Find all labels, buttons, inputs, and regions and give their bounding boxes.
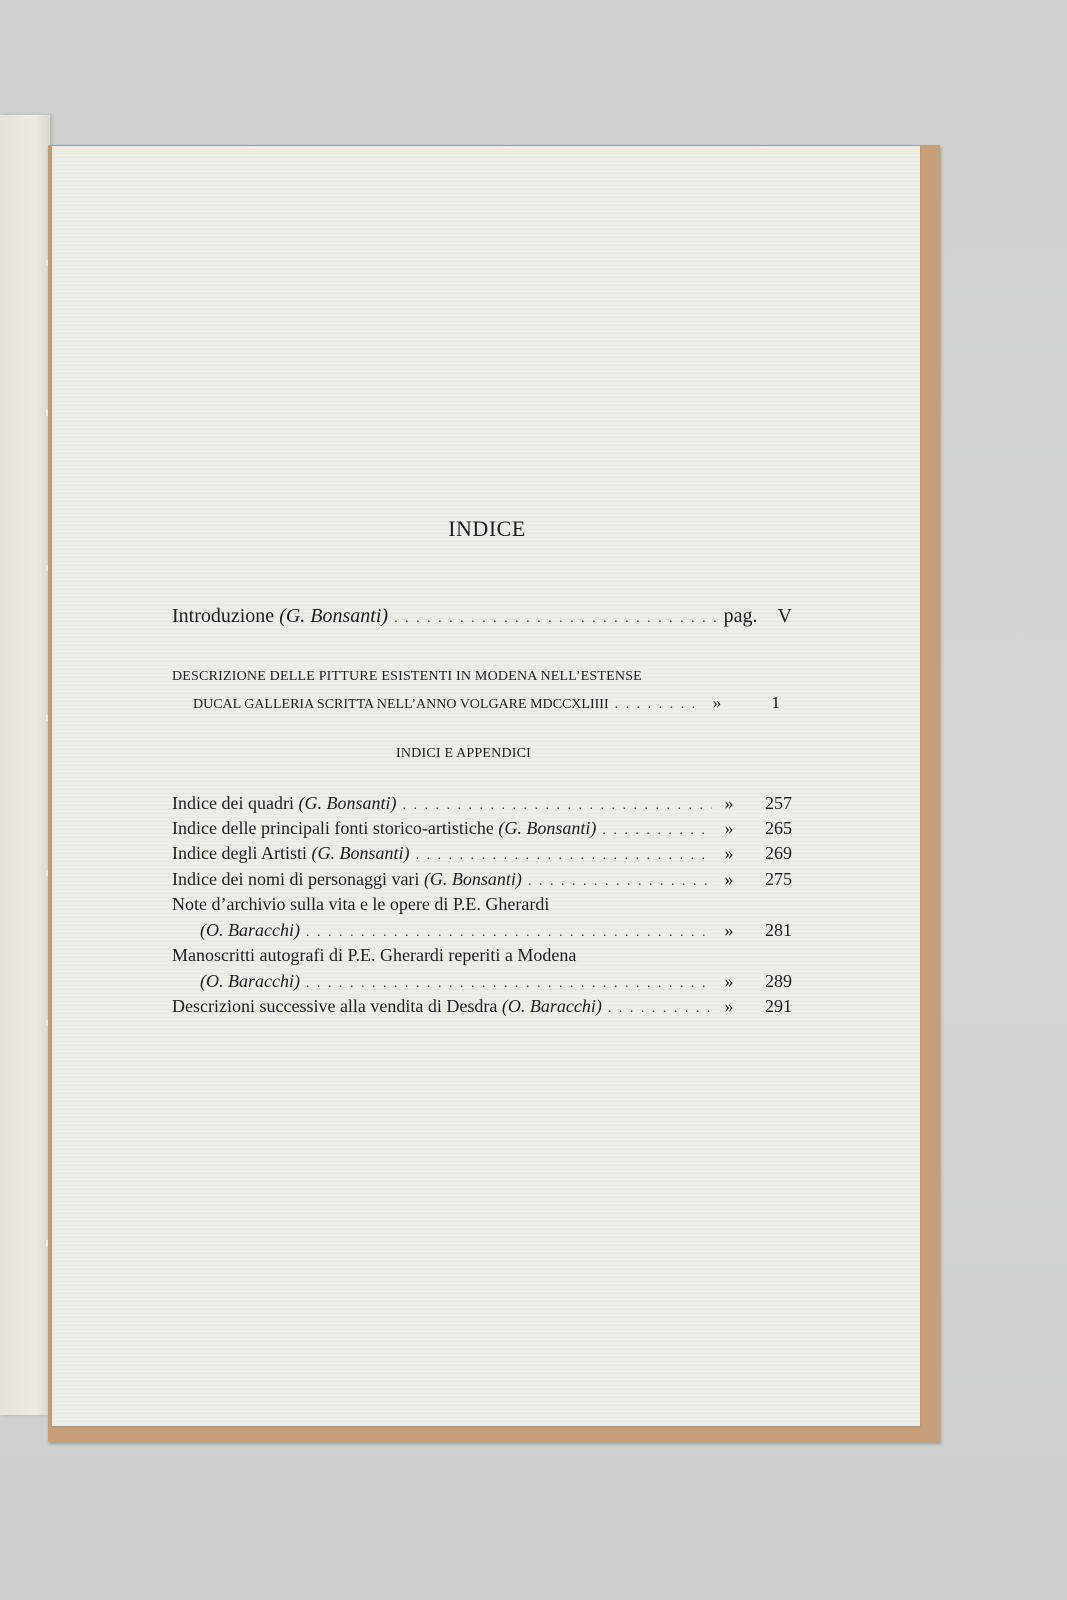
dot-leader bbox=[306, 925, 712, 941]
entry-page: 289 bbox=[765, 971, 792, 991]
entry-author: (G. Bonsanti) bbox=[311, 843, 410, 863]
entry-author: (O. Baracchi) bbox=[501, 996, 602, 1016]
left-page-edge bbox=[0, 115, 50, 1415]
ditto-symbol: » bbox=[724, 996, 734, 1016]
dot-leader bbox=[394, 611, 718, 627]
toc-entry[interactable] bbox=[172, 996, 792, 1017]
entry-page: 265 bbox=[765, 818, 792, 838]
toc-entry[interactable] bbox=[200, 920, 792, 941]
dot-leader bbox=[608, 1001, 712, 1017]
entry-label: Indice delle principali fonti storico-artistiche bbox=[172, 818, 494, 838]
page-title: INDICE bbox=[448, 516, 526, 541]
toc-entry-descrizione[interactable] bbox=[193, 693, 780, 713]
entry-author: (G. Bonsanti) bbox=[298, 793, 397, 813]
dot-leader bbox=[306, 976, 712, 992]
entry-page: 275 bbox=[765, 869, 792, 889]
page-prefix: pag. bbox=[723, 605, 758, 627]
entry-author: (G. Bonsanti) bbox=[498, 818, 597, 838]
ditto-symbol: » bbox=[724, 843, 734, 863]
book-page bbox=[52, 146, 920, 1426]
ditto-symbol: » bbox=[724, 971, 734, 991]
ditto-symbol: » bbox=[724, 793, 734, 813]
section-heading: INDICI E APPENDICI bbox=[396, 746, 532, 761]
dot-leader bbox=[528, 874, 712, 890]
toc-entry[interactable] bbox=[172, 818, 792, 839]
entry-author: (O. Baracchi) bbox=[200, 920, 300, 940]
dot-leader bbox=[402, 798, 712, 814]
entry-page: 1 bbox=[771, 693, 780, 712]
toc-entry[interactable] bbox=[172, 793, 792, 814]
entry-page: 269 bbox=[765, 843, 792, 863]
ditto-symbol: » bbox=[724, 818, 734, 838]
ditto-symbol: » bbox=[724, 869, 734, 889]
entry-author: (G. Bonsanti) bbox=[279, 605, 389, 627]
dot-leader bbox=[415, 848, 712, 864]
entry-page: 257 bbox=[765, 793, 792, 813]
toc-entry[interactable] bbox=[172, 843, 792, 864]
entry-page: 281 bbox=[765, 920, 792, 940]
descrizione-line-1: DESCRIZIONE DELLE PITTURE ESISTENTI IN MODENA NELL’ESTENSE bbox=[172, 669, 642, 684]
entry-author: (O. Baracchi) bbox=[200, 971, 300, 991]
entry-label: Indice degli Artisti bbox=[172, 843, 307, 863]
ditto-symbol: » bbox=[724, 920, 734, 940]
entry-label: Descrizioni successive alla vendita di Desdra bbox=[172, 996, 498, 1016]
entry-page: V bbox=[777, 605, 792, 627]
entry-label: Manoscritti autografi di P.E. Gherardi reperiti a Modena bbox=[172, 945, 577, 965]
toc-entry[interactable] bbox=[200, 971, 792, 992]
entry-label: Indice dei quadri bbox=[172, 793, 294, 813]
entry-label: Introduzione bbox=[172, 605, 275, 627]
entry-author: (G. Bonsanti) bbox=[423, 869, 522, 889]
descrizione-line-2: DUCAL GALLERIA SCRITTA NELL’ANNO VOLGARE MDCCXLIIII bbox=[193, 697, 609, 712]
entry-page: 291 bbox=[765, 996, 792, 1016]
ditto-symbol: » bbox=[712, 693, 722, 712]
entry-label: Note d’archivio sulla vita e le opere di P.E. Gherardi bbox=[172, 894, 550, 914]
dot-leader bbox=[602, 823, 712, 839]
entry-label: Indice dei nomi di personaggi vari bbox=[172, 869, 420, 889]
dot-leader bbox=[615, 697, 700, 713]
toc-entry[interactable] bbox=[172, 869, 792, 890]
toc-entry-introduzione[interactable] bbox=[172, 605, 792, 628]
